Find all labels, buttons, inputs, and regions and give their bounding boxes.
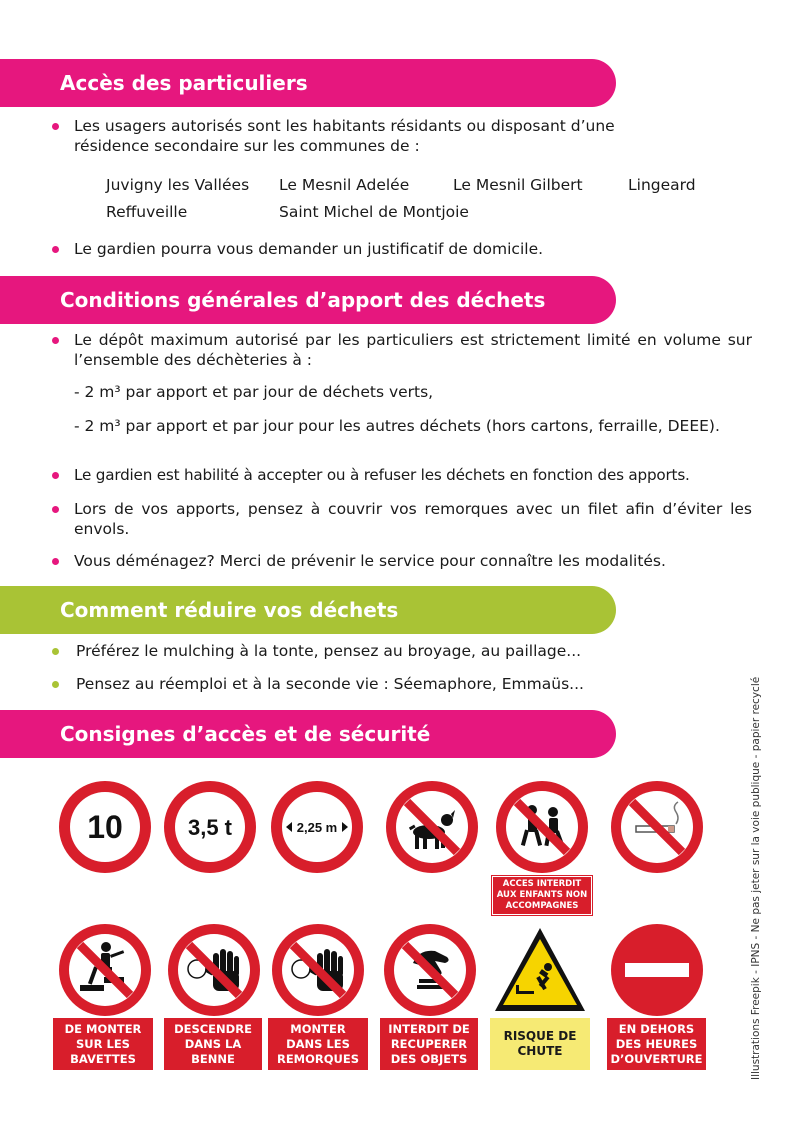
list-item-text: Le gardien est habilité à accepter ou à refuser les déchets en fonction des apports. (74, 466, 690, 484)
volume-line-verts: - 2 m³ par apport et par jour de déchets verts, (74, 383, 434, 401)
label-benne: DESCENDRE DANS LA BENNE (164, 1018, 262, 1070)
label-remorques: MONTER DANS LES REMORQUES (268, 1018, 368, 1070)
label-objets: INTERDIT DE RECUPERER DES OBJETS (380, 1018, 478, 1070)
section-title-consignes: Consignes d’accès et de sécurité (0, 710, 616, 758)
commune: Le Mesnil Adelée (279, 176, 410, 194)
label-chute: RISQUE DE CHUTE (490, 1018, 590, 1070)
commune: Saint Michel de Montjoie (279, 203, 469, 221)
no-picking-sign-icon (383, 923, 477, 1017)
bullet-icon (52, 506, 59, 513)
speed-limit-sign-icon (58, 780, 152, 874)
label-bavettes: DE MONTER SUR LES BAVETTES (53, 1018, 153, 1070)
bullet-icon (52, 681, 59, 688)
label-enfants: ACCES INTERDIT AUX ENFANTS NON ACCOMPAGNES (492, 876, 592, 915)
list-item-text: Préférez le mulching à la tonte, pensez au broyage, au paillage... (76, 642, 582, 660)
commune: Juvigny les Vallées (106, 176, 250, 194)
no-dogs-sign-icon (385, 780, 479, 874)
bullet-icon (52, 337, 59, 344)
list-item-text: Lors de vos apports, pensez à couvrir vos remorques avec un filet afin d’éviter les envols. (74, 500, 752, 538)
width-limit-sign-icon (270, 780, 364, 874)
stop-hand-sign-icon (167, 923, 261, 1017)
bullet-icon (52, 472, 59, 479)
commune: Reffuveille (106, 203, 188, 221)
speed-limit-value: 10 (87, 809, 123, 845)
list-item-text: Le dépôt maximum autorisé par les particuliers est strictement limité en volume sur l’ensemble des déchèteries à : (74, 331, 752, 369)
list-item-text: Pensez au réemploi et à la seconde vie : Séemaphore, Emmaüs... (76, 675, 584, 693)
fall-hazard-sign-icon (492, 925, 588, 1015)
weight-limit-sign-icon (163, 780, 257, 874)
width-limit-value: 2,25 m (296, 820, 338, 835)
bullet-icon (52, 648, 59, 655)
list-item-text: Le gardien pourra vous demander un justificatif de domicile. (74, 240, 544, 258)
label-heures: EN DEHORS DES HEURES D’OUVERTURE (607, 1018, 706, 1070)
bullet-icon (52, 123, 59, 130)
weight-limit-value: 3,5 t (187, 815, 233, 840)
list-item-text: Vous déménagez? Merci de prévenir le service pour connaître les modalités. (74, 552, 666, 570)
commune: Le Mesnil Gilbert (453, 176, 583, 194)
no-climbing-sign-icon (58, 923, 152, 1017)
commune: Lingeard (628, 176, 696, 194)
no-smoking-sign-icon (610, 780, 704, 874)
no-children-sign-icon (495, 780, 589, 874)
no-entry-sign-icon (610, 923, 704, 1017)
bullet-icon (52, 558, 59, 565)
text-line: Les usagers autorisés sont les habitants résidants ou disposant d’une (74, 117, 615, 135)
section-title-reduire: Comment réduire vos déchets (0, 586, 616, 634)
section-title-particuliers: Accès des particuliers (0, 59, 616, 107)
bullet-icon (52, 246, 59, 253)
section-title-conditions: Conditions générales d’apport des déchets (0, 276, 616, 324)
volume-line-autres: - 2 m³ par apport et par jour pour les autres déchets (hors cartons, ferraille, DEEE). (74, 417, 720, 435)
text-line: résidence secondaire sur les communes de : (74, 137, 420, 155)
stop-hand-sign-icon (271, 923, 365, 1017)
credits-text: Illustrations Freepik - IPNS - Ne pas jeter sur la voie publique - papier recyclé (750, 676, 762, 1080)
